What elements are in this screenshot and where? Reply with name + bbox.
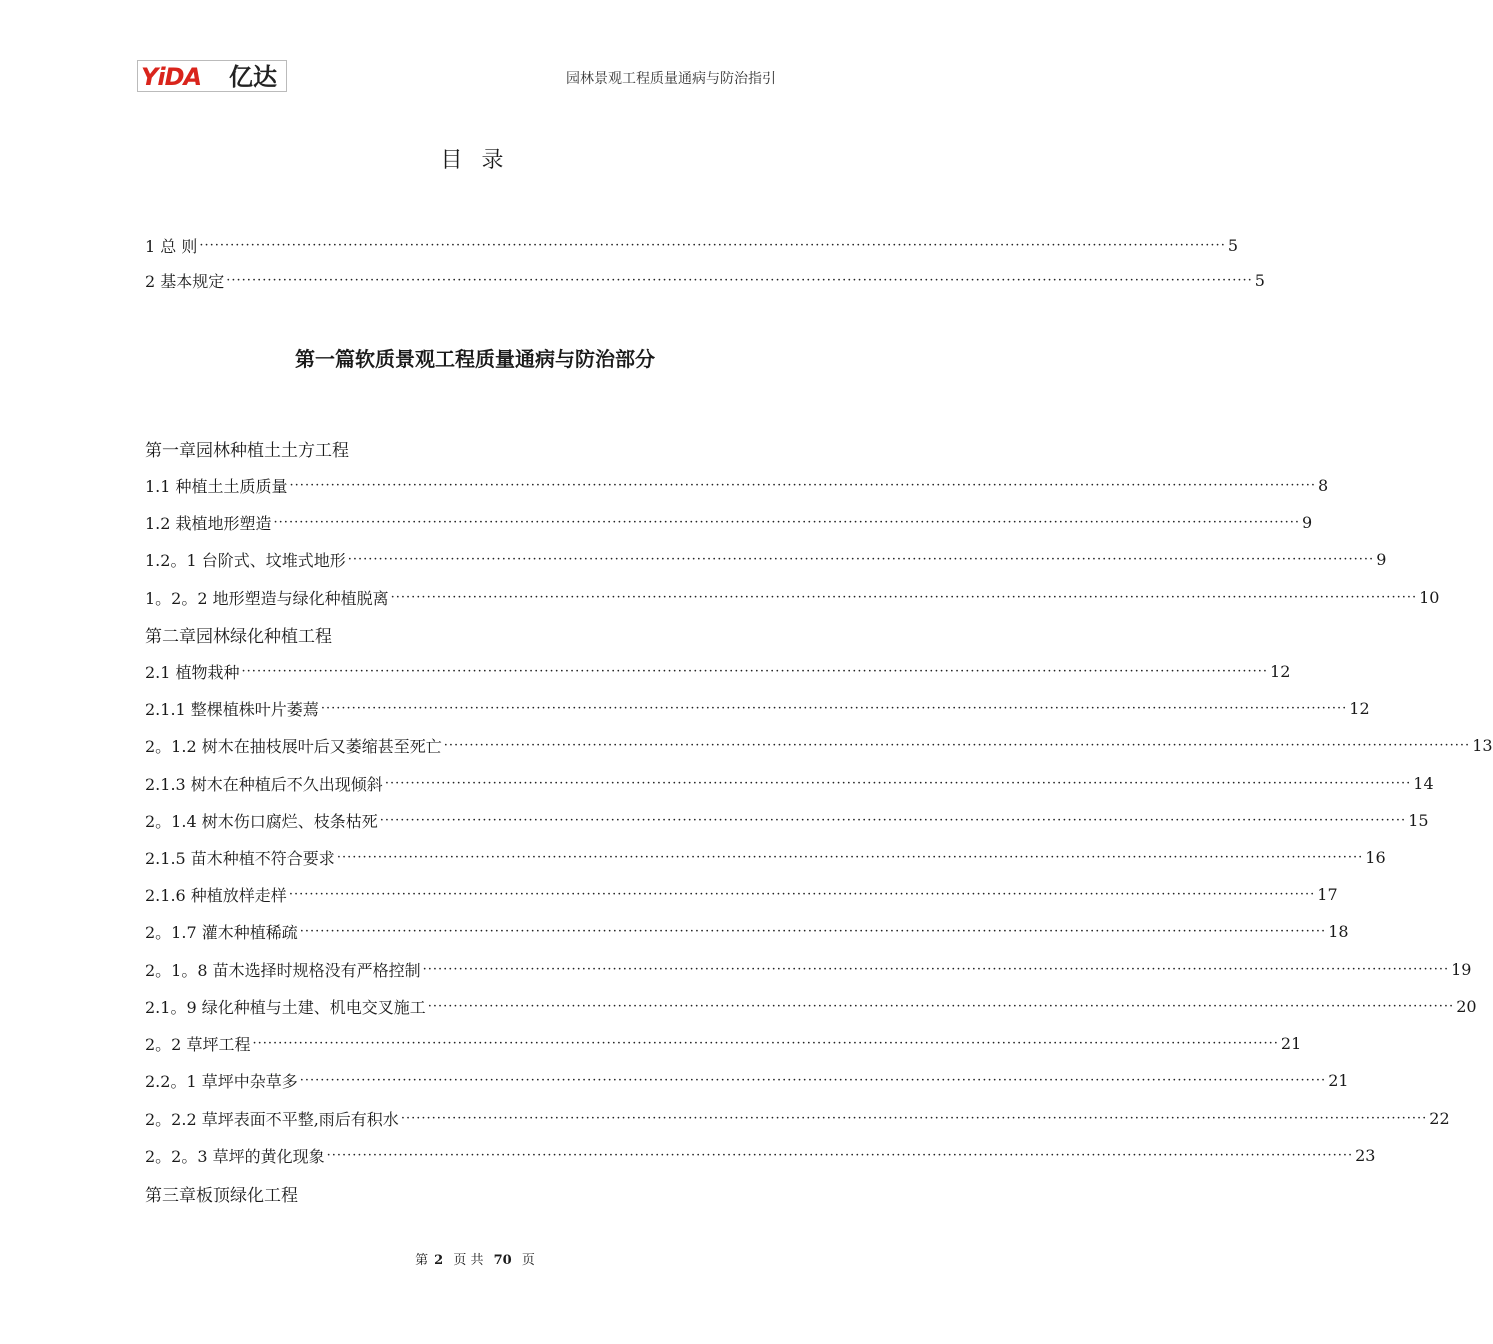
page-footer bbox=[0, 1249, 950, 1268]
toc-entry-label: 2。1.4 树木伤口腐烂、枝条枯死 bbox=[145, 811, 378, 831]
toc-entry-label: 2.1。9 绿化种植与土建、机电交叉施工 bbox=[145, 997, 426, 1017]
leader-dots: ········································································································································································································ bbox=[379, 812, 1407, 828]
chapter-heading: 第二章园林绿化种植工程 bbox=[145, 627, 332, 647]
toc-entry-page: 5 bbox=[1227, 235, 1239, 255]
toc-entry-page: 18 bbox=[1328, 921, 1349, 941]
toc-entry[interactable] bbox=[145, 1143, 1376, 1167]
toc-entry-page: 23 bbox=[1355, 1145, 1376, 1165]
toc-entry-label: 2.1.1 整棵植株叶片萎蔫 bbox=[145, 699, 319, 719]
chapter-heading: 第三章板顶绿化工程 bbox=[145, 1186, 298, 1206]
toc-entry-label: 2。1。8 苗木选择时规格没有严格控制 bbox=[145, 960, 421, 980]
toc-entry-label: 2。1.2 树木在抽枝展叶后又萎缩甚至死亡 bbox=[145, 736, 442, 756]
toc-entry-label: 2 基本规定 bbox=[145, 271, 225, 291]
toc-entry[interactable] bbox=[145, 1068, 1349, 1092]
toc-entry-label: 2。2.2 草坪表面不平整,雨后有积水 bbox=[145, 1109, 399, 1129]
leader-dots: ········································································································································································································ bbox=[199, 237, 1226, 253]
toc-entry[interactable] bbox=[145, 1031, 1302, 1055]
svg-text:YiDA: YiDA bbox=[141, 63, 202, 91]
toc-entry-page: 21 bbox=[1280, 1033, 1302, 1053]
toc-entry[interactable] bbox=[145, 473, 1329, 497]
leader-dots: ········································································································································································································ bbox=[226, 272, 1253, 288]
leader-dots: ········································································································································································································ bbox=[289, 477, 1317, 493]
header-document-title: 园林景观工程质量通病与防治指引 bbox=[566, 71, 776, 87]
toc-entry[interactable] bbox=[145, 845, 1386, 869]
toc-entry-label: 2.1 植物栽种 bbox=[145, 662, 240, 682]
leader-dots: ········································································································································································································ bbox=[400, 1110, 1428, 1126]
leader-dots: ········································································································································································································ bbox=[422, 961, 1450, 977]
toc-entry-label: 1。2。2 地形塑造与绿化种植脱离 bbox=[145, 588, 389, 608]
leader-dots: ········································································································································································································ bbox=[384, 775, 1412, 791]
leader-dots: ········································································································································································································ bbox=[427, 998, 1455, 1014]
footer-total-pages: 70 bbox=[493, 1253, 512, 1268]
toc-entry[interactable] bbox=[145, 268, 1265, 292]
toc-entry[interactable] bbox=[145, 808, 1429, 832]
toc-entry-page: 5 bbox=[1254, 270, 1265, 290]
toc-entry-label: 2.1.3 树木在种植后不久出现倾斜 bbox=[145, 774, 383, 794]
toc-entry-page: 17 bbox=[1317, 884, 1338, 904]
toc-entry-page: 9 bbox=[1376, 549, 1387, 569]
toc-entry-label: 2.1.6 种植放样走样 bbox=[145, 885, 287, 905]
toc-entry-page: 14 bbox=[1413, 773, 1434, 793]
toc-entry[interactable] bbox=[145, 882, 1338, 906]
footer-suffix: 页 bbox=[521, 1253, 535, 1268]
toc-entry[interactable] bbox=[145, 1106, 1450, 1130]
toc-entry-label: 2.1.5 苗木种植不符合要求 bbox=[145, 848, 335, 868]
yida-logo bbox=[137, 60, 287, 92]
leader-dots: ········································································································································································································ bbox=[299, 1072, 1327, 1088]
toc-entry-page: 8 bbox=[1318, 475, 1329, 495]
toc-entry-label: 1.1 种植土土质质量 bbox=[145, 476, 288, 496]
footer-middle: 页 共 bbox=[453, 1253, 484, 1268]
toc-entry[interactable] bbox=[145, 585, 1440, 609]
toc-title: 目 录 bbox=[440, 148, 510, 173]
toc-entry-page: 20 bbox=[1456, 996, 1477, 1016]
toc-entry-page: 22 bbox=[1429, 1108, 1450, 1128]
toc-entry-page: 15 bbox=[1408, 810, 1429, 830]
leader-dots: ········································································································································································································ bbox=[273, 514, 1301, 530]
toc-entry-label: 1.2 栽植地形塑造 bbox=[145, 513, 272, 533]
toc-entry-page: 12 bbox=[1270, 661, 1291, 681]
toc-entry-label: 1 总 则 bbox=[145, 236, 198, 256]
part-title: 第一篇软质景观工程质量通病与防治部分 bbox=[295, 347, 655, 371]
leader-dots: ········································································································································································································ bbox=[299, 923, 1327, 939]
toc-entry[interactable] bbox=[145, 771, 1434, 795]
toc-entry-label: 2。2。3 草坪的黄化现象 bbox=[145, 1146, 325, 1166]
svg-text:亿达: 亿达 bbox=[229, 63, 277, 91]
leader-dots: ········································································································································································································ bbox=[252, 1035, 1279, 1051]
toc-entry-page: 16 bbox=[1365, 847, 1386, 867]
toc-entry-label: 2。2 草坪工程 bbox=[145, 1034, 251, 1054]
toc-entry-page: 21 bbox=[1328, 1070, 1349, 1090]
leader-dots: ········································································································································································································ bbox=[241, 663, 1269, 679]
toc-entry-page: 12 bbox=[1349, 698, 1370, 718]
leader-dots: ········································································································································································································ bbox=[288, 886, 1316, 902]
toc-entry[interactable] bbox=[145, 994, 1477, 1018]
leader-dots: ········································································································································································································ bbox=[347, 551, 1375, 567]
leader-dots: ········································································································································································································ bbox=[390, 589, 1418, 605]
toc-entry-label: 1.2。1 台阶式、坟堆式地形 bbox=[145, 550, 346, 570]
toc-entry-page: 19 bbox=[1451, 959, 1472, 979]
toc-entry-page: 10 bbox=[1419, 587, 1440, 607]
footer-current-page: 2 bbox=[434, 1253, 444, 1268]
footer-prefix: 第 bbox=[415, 1253, 429, 1268]
chapter-heading: 第一章园林种植土土方工程 bbox=[145, 441, 349, 461]
toc-entry[interactable] bbox=[145, 659, 1291, 683]
toc-entry[interactable] bbox=[145, 733, 1493, 757]
toc-entry[interactable] bbox=[145, 696, 1370, 720]
toc-entry-page: 13 bbox=[1472, 735, 1493, 755]
leader-dots: ········································································································································································································ bbox=[336, 849, 1364, 865]
toc-entry-label: 2.2。1 草坪中杂草多 bbox=[145, 1071, 298, 1091]
leader-dots: ········································································································································································································ bbox=[320, 700, 1348, 716]
toc-entry[interactable] bbox=[145, 233, 1239, 257]
leader-dots: ········································································································································································································ bbox=[326, 1147, 1354, 1163]
toc-entry-page: 9 bbox=[1302, 512, 1313, 532]
toc-entry[interactable] bbox=[145, 510, 1313, 534]
leader-dots: ········································································································································································································ bbox=[443, 737, 1471, 753]
toc-entry[interactable] bbox=[145, 547, 1387, 571]
toc-entry[interactable] bbox=[145, 957, 1472, 981]
toc-entry[interactable] bbox=[145, 919, 1349, 943]
toc-entry-label: 2。1.7 灌木种植稀疏 bbox=[145, 922, 298, 942]
